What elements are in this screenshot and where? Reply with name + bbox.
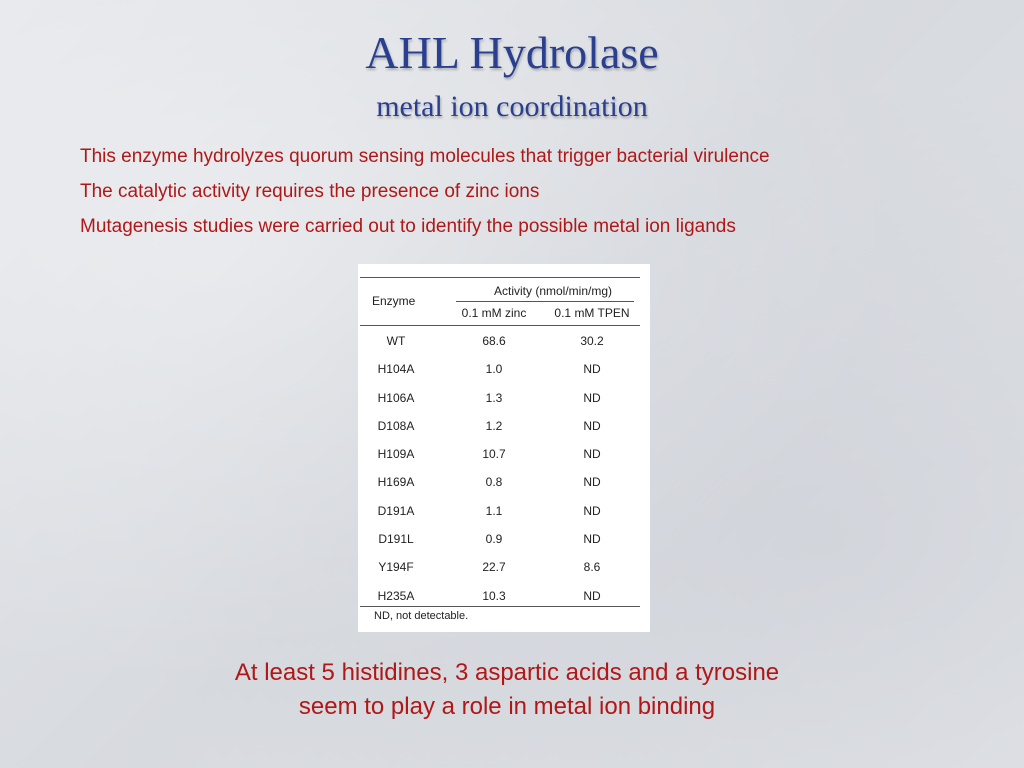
cell-tpen: ND	[583, 390, 601, 405]
table-header-activity: Activity (nmol/min/mg)	[493, 284, 612, 298]
cell-tpen: ND	[583, 532, 601, 547]
cell-zinc: 0.9	[485, 532, 503, 547]
cell-zinc: 1.3	[485, 390, 503, 405]
table-row	[358, 385, 650, 413]
bullet-item: This enzyme hydrolyzes quorum sensing molecules that trigger bacterial virulence	[80, 146, 770, 167]
cell-enzyme: Y194F	[378, 560, 414, 575]
cell-zinc: 68.6	[482, 334, 506, 348]
table-row	[358, 441, 650, 469]
cell-zinc: 0.8	[485, 475, 503, 490]
cell-enzyme: D191L	[378, 532, 414, 547]
slide-subtitle: metal ion coordination	[376, 90, 648, 123]
table-row	[358, 554, 650, 582]
table-row	[358, 356, 650, 384]
slide-title: AHL Hydrolase	[365, 27, 659, 78]
mutagenesis-table	[358, 264, 650, 632]
table-header-zinc: 0.1 mM zinc	[461, 306, 527, 320]
table-row	[358, 526, 650, 554]
table-row	[358, 413, 650, 441]
cell-enzyme: H169A	[377, 475, 415, 490]
cell-zinc: 1.0	[485, 362, 503, 377]
cell-tpen: ND	[583, 475, 601, 490]
cell-enzyme: H109A	[377, 447, 415, 462]
cell-enzyme: D108A	[377, 418, 415, 433]
cell-zinc: 10.3	[482, 588, 506, 603]
cell-tpen: ND	[583, 362, 601, 377]
table-header-enzyme: Enzyme	[372, 294, 416, 308]
table-top-rule	[360, 277, 640, 278]
cell-zinc: 22.7	[482, 560, 506, 575]
cell-enzyme: D191A	[377, 503, 415, 518]
cell-tpen: 30.2	[580, 334, 604, 348]
cell-enzyme: H104A	[377, 362, 415, 377]
cell-tpen: ND	[583, 503, 601, 518]
table-row	[358, 328, 650, 356]
cell-enzyme: H235A	[377, 588, 415, 603]
conclusion-line-1: At least 5 histidines, 3 aspartic acids and a tyrosine	[234, 659, 780, 686]
cell-zinc: 1.2	[485, 418, 503, 433]
cell-tpen: ND	[583, 447, 601, 462]
conclusion-text	[0, 656, 1014, 724]
bullet-item: The catalytic activity requires the presence of zinc ions	[80, 181, 540, 202]
cell-tpen: 8.6	[583, 560, 601, 575]
table-header-tpen: 0.1 mM TPEN	[554, 306, 630, 320]
table-footnote: ND, not detectable.	[374, 610, 469, 622]
cell-tpen: ND	[583, 588, 601, 603]
table-body	[358, 328, 650, 611]
conclusion-line-2: seem to play a role in metal ion binding	[298, 693, 716, 720]
table-row	[358, 498, 650, 526]
table-row	[358, 469, 650, 497]
bullet-list	[80, 144, 980, 249]
cell-zinc: 10.7	[482, 447, 506, 462]
table-bottom-rule	[360, 606, 640, 607]
bullet-item: Mutagenesis studies were carried out to identify the possible metal ion ligands	[80, 216, 736, 237]
table-header-rule	[360, 325, 640, 326]
cell-tpen: ND	[583, 418, 601, 433]
table-activity-rule	[456, 301, 634, 302]
cell-zinc: 1.1	[485, 503, 503, 518]
cell-enzyme: H106A	[377, 390, 415, 405]
cell-enzyme: WT	[386, 334, 406, 348]
